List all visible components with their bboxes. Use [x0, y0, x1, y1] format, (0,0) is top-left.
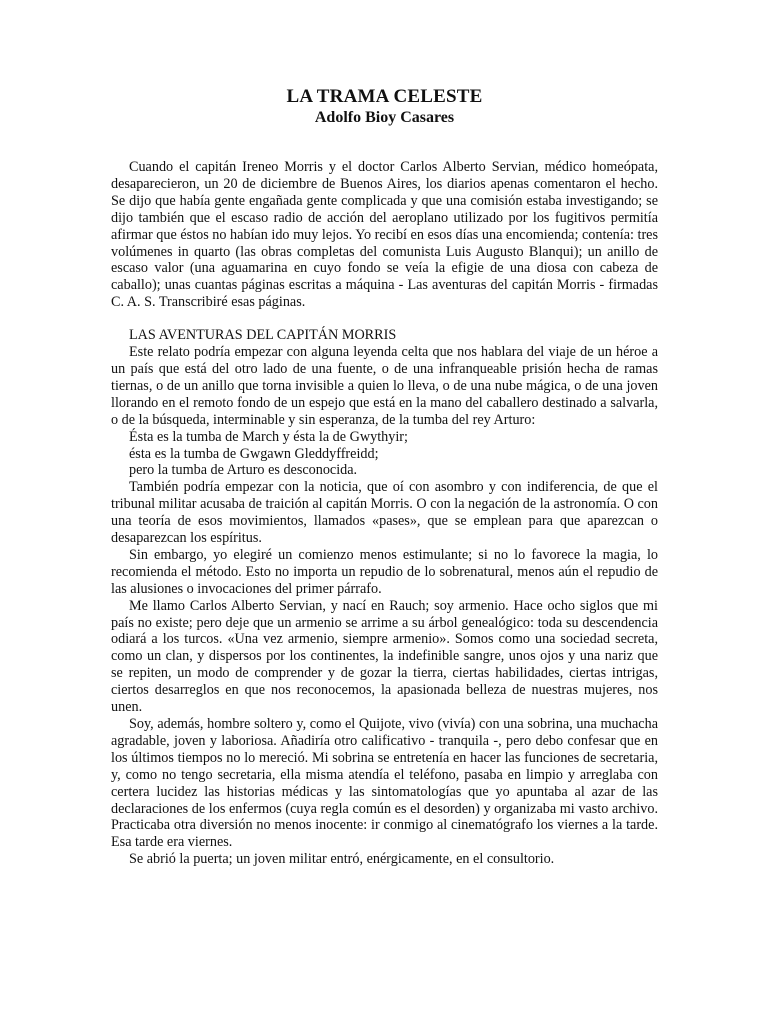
intro-paragraph: Cuando el capitán Ireneo Morris y el doctor Carlos Alberto Servian, médico homeópata, desaparecieron, un 20 de diciembre de Buenos Aires, los diarios apenas comentaron el hecho. Se dijo que había gente engañada gente complicada y que una comisión estaba investigando; se dijo también que el escaso radio de acción del aeroplano utilizado por los fugitivos permitía afirmar que éstos no habían ido muy lejos. Yo recibí en esos días una encomienda; contenía: tres volúmenes in quarto (las obras completas del comunista Luis Augusto Blanqui); un anillo de escaso valor (una aguamarina en cuyo fondo se veía la efigie de una diosa con cabeza de caballo); unas cuantas páginas escritas a máquina - Las aventuras del capitán Morris - firmadas C. A. S. Transcribiré esas páginas. [111, 159, 658, 311]
verse-line-3: pero la tumba de Arturo es desconocida. [129, 462, 358, 479]
section-heading: LAS AVENTURAS DEL CAPITÁN MORRIS [129, 327, 397, 344]
verse-line-2: ésta es la tumba de Gwgawn Gleddyffreidd; [129, 445, 379, 462]
verse-line-1: Ésta es la tumba de March y ésta la de Gwythyir; [129, 428, 408, 445]
document-title: LA TRAMA CELESTE [286, 86, 483, 107]
paragraph-gap [111, 311, 658, 327]
body-paragraph-6: Se abrió la puerta; un joven militar entró, enérgicamente, en el consultorio. [129, 851, 555, 868]
body-paragraph-4: Me llamo Carlos Alberto Servian, y nací en Rauch; soy armenio. Hace ocho siglos que mi país no existe; pero deje que un armenio se arrime a su árbol genealógico: toda su descendencia odiará a los turcos. «Una vez armenio, siempre armenio». Somos como una sociedad secreta, como un clan, y dispersos por los continentes, la indefinible sangre, unos ojos y una nariz que se repiten, un modo de comprender y de gozar la tierra, ciertas habilidades, ciertas intrigas, ciertos desarreglos en que nos reconocemos, la apasionada belleza de nuestras mujeres, nos unen. [111, 597, 658, 716]
body-paragraph-5: Soy, además, hombre soltero y, como el Quijote, vivo (vivía) con una sobrina, una muchacha agradable, joven y laboriosa. Añadiría otro calificativo - tranquila -, pero debo confesar que en los últimos tiempos no lo mereció. Mi sobrina se entretenía en hacer las funciones de secretaria, y, como no tengo secretaria, ella misma atendía el teléfono, pasaba en limpio y arreglaba con certera lucidez las historias médicas y las sintomatologías que yo apuntaba al azar de las declaraciones de los enfermos (cuya regla común es el desorden) y organizaba mi vasto archivo. Practicaba otra diversión no menos inocente: ir conmigo al cinematógrafo los viernes a la tarde. Esa tarde era viernes. [111, 716, 658, 851]
document-author: Adolfo Bioy Casares [314, 109, 455, 126]
body-paragraph-3: Sin embargo, yo elegiré un comienzo menos estimulante; si no lo favorece la magia, lo recomienda el método. Esto no importa un repudio de lo sobrenatural, menos aún el repudio de las alusiones o invocaciones del primer párrafo. [111, 546, 658, 597]
document-page [111, 86, 658, 868]
body-paragraph-1: Este relato podría empezar con alguna leyenda celta que nos hablara del viaje de un héroe a un país que está del otro lado de una fuente, o de una infranqueable prisión hecha de ramas tiernas, o de un anillo que torna invisible a quien lo lleva, o de una nube mágica, o de una joven llorando en el remoto fondo de un espejo que está en la mano del caballero destinado a salvarla, o de la búsqueda, interminable y sin esperanza, de la tumba del rey Arturo: [111, 344, 658, 428]
body-paragraph-2: También podría empezar con la noticia, que oí con asombro y con indiferencia, de que el tribunal militar acusaba de traición al capitán Morris. O con la negación de la astronomía. O con una teoría de esos movimientos, llamados «pases», que se emplean para que aparezcan o desaparezcan los espíritus. [111, 479, 658, 547]
